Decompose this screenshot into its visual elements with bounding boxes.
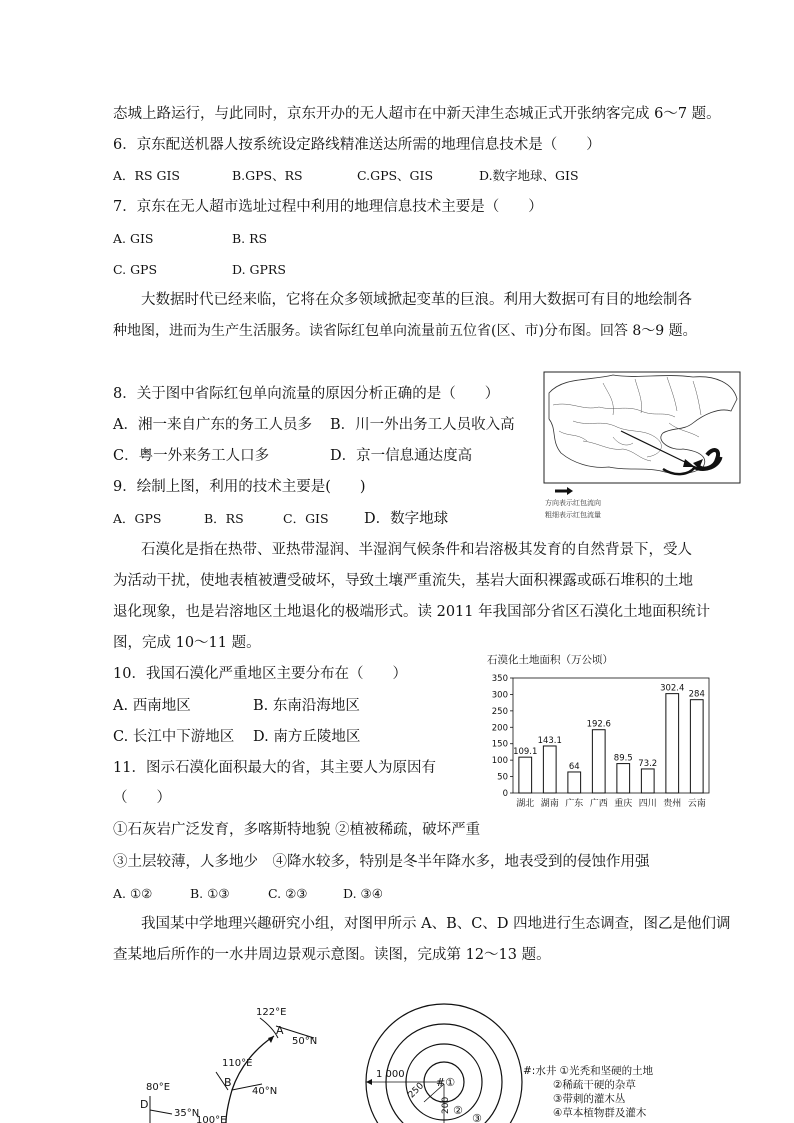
map-legend-direction: 方向表示红包流向 bbox=[545, 499, 601, 507]
q8-stem: 8．关于图中省际红包单向流量的原因分析正确的是（ ） bbox=[113, 386, 500, 402]
bar-value-label: 143.1 bbox=[537, 735, 562, 746]
q9-option-c: C．GIS bbox=[283, 511, 329, 526]
q6-option-b: B.GPS、RS bbox=[232, 168, 303, 183]
y-tick-label: 0 bbox=[502, 789, 508, 799]
category-label: 湖北 bbox=[516, 799, 535, 809]
chart-title: 石漠化土地面积（万公顷） bbox=[487, 654, 613, 666]
point-b: B bbox=[224, 1076, 232, 1089]
bar-value-label: 302.4 bbox=[660, 683, 685, 694]
map-legend-thickness: 粗细表示红包流量 bbox=[545, 511, 601, 519]
bar-value-label: 192.6 bbox=[586, 719, 611, 730]
y-tick-label: 250 bbox=[491, 706, 508, 717]
ring-label-3: ③ bbox=[472, 1112, 482, 1123]
well-center-label: #① bbox=[436, 1076, 456, 1089]
q6-option-c: C.GPS、GIS bbox=[357, 168, 434, 183]
label-40n: 40°N bbox=[252, 1086, 278, 1097]
bar bbox=[568, 772, 581, 793]
bar bbox=[690, 700, 703, 793]
q7-option-c: C. GPS bbox=[113, 262, 158, 277]
point-d: D bbox=[140, 1098, 149, 1111]
distance-1000: 1 000 bbox=[376, 1069, 405, 1080]
figure-yi-well-diagram bbox=[358, 1002, 668, 1123]
bar-value-label: 64 bbox=[568, 761, 580, 772]
legend-line4: ④草本植物群及灌木 bbox=[553, 1107, 647, 1119]
q7-stem: 7．京东在无人超市选址过程中利用的地理信息技术主要是（ ） bbox=[113, 199, 543, 215]
q11-option-b: B. ①③ bbox=[190, 886, 230, 901]
q9-option-b: B．RS bbox=[204, 511, 244, 526]
q11-option-d: D. ③④ bbox=[343, 886, 383, 901]
q10-option-b: B. 东南沿海地区 bbox=[253, 698, 360, 714]
q9-option-a: A．GPS bbox=[113, 511, 162, 526]
bar bbox=[641, 769, 654, 793]
q8-option-c: C．粤一外来务工人口多 bbox=[113, 448, 270, 464]
y-tick-label: 300 bbox=[491, 690, 508, 701]
q9-option-d: D．数字地球 bbox=[364, 511, 449, 527]
legend-line1: #:水井 ①光秃和坚硬的土地 bbox=[523, 1065, 654, 1077]
category-label: 湖南 bbox=[540, 799, 559, 809]
bar-value-label: 89.5 bbox=[613, 753, 633, 764]
label-80e: 80°E bbox=[146, 1082, 171, 1093]
q10-option-c: C. 长江中下游地区 bbox=[113, 729, 235, 745]
q9-stem: 9．绘制上图，利用的技术主要是( ) bbox=[113, 479, 366, 495]
y-tick-label: 50 bbox=[497, 772, 508, 783]
y-tick-label: 100 bbox=[491, 756, 508, 767]
bar bbox=[519, 757, 532, 793]
q11-option-c: C. ②③ bbox=[268, 886, 308, 901]
bar bbox=[666, 694, 679, 793]
p2-line2: 种地图，进而为生产生活服务。读省际红包单向流量前五位省(区、市)分布图。回答 8～9 题。 bbox=[113, 323, 697, 339]
category-label: 广东 bbox=[565, 799, 584, 809]
bar-value-label: 109.1 bbox=[513, 747, 538, 758]
q7-option-a: A. GIS bbox=[113, 231, 154, 246]
q10-stem: 10．我国石漠化严重地区主要分布在（ ） bbox=[113, 666, 407, 682]
p4-line1: 我国某中学地理兴趣研究小组，对图甲所示 A、B、C、D 四地进行生态调查，图乙是他们调 bbox=[141, 916, 731, 932]
legend-line2: ②稀疏干硬的杂草 bbox=[553, 1079, 636, 1091]
ring-label-2: ② bbox=[453, 1104, 463, 1117]
label-110e: 110°E bbox=[222, 1058, 253, 1069]
q11-line1: ①石灰岩广泛发育，多喀斯特地貌 ②植被稀疏，破坏严重 bbox=[113, 822, 481, 838]
q11-paren: （ ） bbox=[113, 790, 171, 806]
q7-option-d: D. GPRS bbox=[232, 262, 286, 277]
category-label: 云南 bbox=[687, 799, 706, 809]
q11-option-a: A. ①② bbox=[113, 886, 153, 901]
label-35n: 35°N bbox=[174, 1108, 200, 1119]
q7-option-b: B. RS bbox=[232, 231, 268, 246]
bar bbox=[543, 746, 556, 793]
q6-stem: 6．京东配送机器人按系统设定路线精准送达所需的地理信息技术是（ ） bbox=[113, 137, 601, 153]
label-122e: 122°E bbox=[256, 1007, 287, 1018]
p3-line3: 退化现象，也是岩溶地区土地退化的极端形式。读 2011 年我国部分省区石漠化土地面积统计 bbox=[113, 604, 711, 620]
distance-200: 200 bbox=[441, 1096, 451, 1114]
p3-line2: 为活动干扰，使地表植被遭受破坏，导致土壤严重流失，基岩大面积裸露或砾石堆积的土地 bbox=[113, 573, 693, 589]
point-a: A bbox=[276, 1024, 284, 1037]
y-tick-label: 350 bbox=[491, 674, 508, 684]
p2-line1: 大数据时代已经来临，它将在众多领域掀起变革的巨浪。利用大数据可有目的地绘制各 bbox=[141, 292, 692, 308]
intro-tail: 态城上路运行，与此同时，京东开办的无人超市在中新天津生态城正式开张纳客完成 6～7 题。 bbox=[113, 106, 721, 122]
q11-line2: ③土层较薄，人多地少 ④降水较多，特别是冬半年降水多，地表受到的侵蚀作用强 bbox=[113, 854, 650, 870]
bar-value-label: 284 bbox=[688, 689, 705, 700]
label-50n: 50°N bbox=[292, 1036, 318, 1047]
q11-stem: 11．图示石漠化面积最大的省，其主要人为原因有 bbox=[113, 760, 436, 776]
p3-line1: 石漠化是指在热带、亚热带湿润、半湿润气候条件和岩溶极其发育的自然背景下，受人 bbox=[141, 542, 692, 558]
figure-jia-grid-sketch bbox=[128, 1000, 348, 1123]
q6-option-a: A．RS GIS bbox=[113, 168, 180, 183]
category-label: 贵州 bbox=[663, 799, 682, 809]
q8-option-b: B．川一外出务工人员收入高 bbox=[330, 417, 515, 433]
category-label: 重庆 bbox=[614, 799, 633, 809]
q10-option-a: A. 西南地区 bbox=[113, 698, 191, 714]
distance-250: 250 bbox=[406, 1081, 427, 1101]
q8-option-a: A．湘一来自广东的务工人员多 bbox=[113, 417, 312, 433]
q8-option-d: D．京一信息通达度高 bbox=[330, 448, 473, 464]
rocky-desertification-bar-chart bbox=[483, 648, 723, 813]
category-label: 广西 bbox=[589, 799, 608, 809]
p4-line2: 查某地后所作的一水井周边景观示意图。读图，完成第 12～13 题。 bbox=[113, 947, 551, 963]
category-label: 四川 bbox=[638, 799, 657, 809]
bar bbox=[617, 764, 630, 793]
y-tick-label: 150 bbox=[491, 739, 508, 750]
label-100e: 100°E bbox=[196, 1115, 227, 1123]
y-tick-label: 200 bbox=[491, 723, 508, 734]
bar-value-label: 73.2 bbox=[638, 758, 658, 769]
red-envelope-flow-map bbox=[543, 371, 743, 526]
p3-line4: 图，完成 10～11 题。 bbox=[113, 635, 261, 651]
q6-option-d: D.数字地球、GIS bbox=[479, 168, 579, 183]
q10-option-d: D. 南方丘陵地区 bbox=[253, 729, 361, 745]
bar bbox=[592, 730, 605, 793]
legend-line3: ③带刺的灌木丛 bbox=[553, 1093, 626, 1105]
